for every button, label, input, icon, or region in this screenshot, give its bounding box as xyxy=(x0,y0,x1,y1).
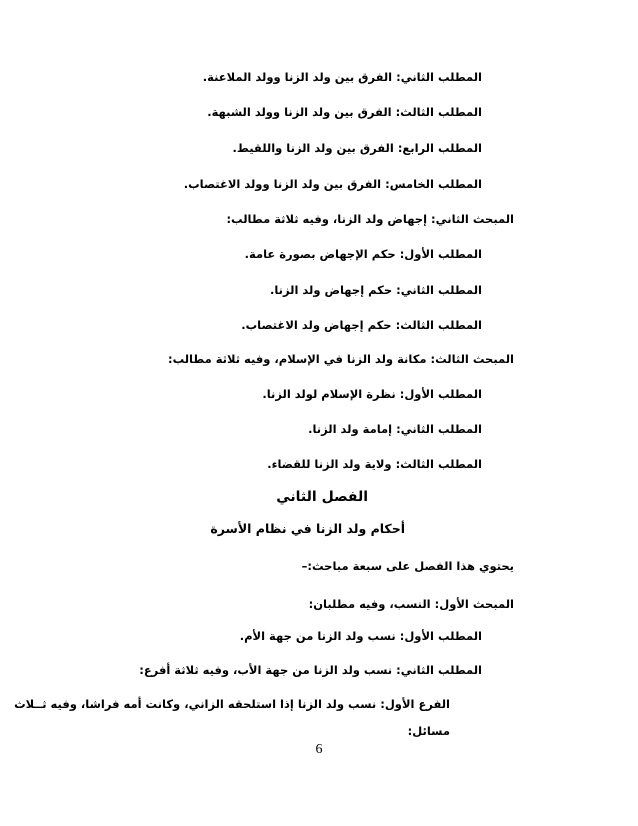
toc-line: المطلب الثاني: الفرق بين ولد الزنا وولد الملاعنة. xyxy=(202,70,482,84)
toc-line: المطلب الثاني: حكم إجهاض ولد الزنا. xyxy=(269,283,482,297)
toc-line: المطلب الخامس: الفرق بين ولد الزنا وولد الاغتصاب. xyxy=(183,177,482,191)
chapter-subtitle: أحكام ولد الزنا في نظام الأسرة xyxy=(210,521,405,536)
toc-line: المطلب الأول: حكم الإجهاض بصورة عامة. xyxy=(244,247,482,261)
chapter-heading: الفصل الثاني xyxy=(276,489,368,505)
toc-line: المطلب الثالث: الفرق بين ولد الزنا وولد الشبهة. xyxy=(207,105,482,119)
toc-line: المطلب الأول: نظرة الإسلام لولد الزنا. xyxy=(262,387,482,401)
toc-line: المبحث الثاني: إجهاض ولد الزنا، وفيه ثلاثة مطالب: xyxy=(226,212,514,226)
toc-line: المطلب الثالث: ولاية ولد الزنا للقضاء. xyxy=(267,457,482,471)
toc-line: المبحث الأول: النسب، وفيه مطلبان: xyxy=(308,597,514,611)
toc-line: المطلب الرابع: الفرق بين ولد الزنا واللقيط. xyxy=(232,141,482,155)
toc-line: المطلب الثاني: نسب ولد الزنا من جهة الأب، وفيه ثلاثة أفرع: xyxy=(139,663,482,677)
toc-line: المطلب الثاني: إمامة ولد الزنا. xyxy=(308,422,482,436)
toc-line: المطلب الثالث: حكم إجهاض ولد الاغتصاب. xyxy=(241,318,482,332)
toc-line: الفرع الأول: نسب ولد الزنا إذا استلحقه الزاني، وكانت أمه فراشا، وفيه ثــلاث xyxy=(14,697,450,711)
page-number: 6 xyxy=(315,742,323,757)
toc-line: المطلب الأول: نسب ولد الزنا من جهة الأم. xyxy=(239,629,482,643)
toc-line: مسائل: xyxy=(407,724,450,738)
toc-line: يحتوي هذا الفصل على سبعة مباحث:– xyxy=(301,559,514,573)
toc-line: المبحث الثالث: مكانة ولد الزنا في الإسلام، وفيه ثلاثة مطالب: xyxy=(167,352,514,366)
